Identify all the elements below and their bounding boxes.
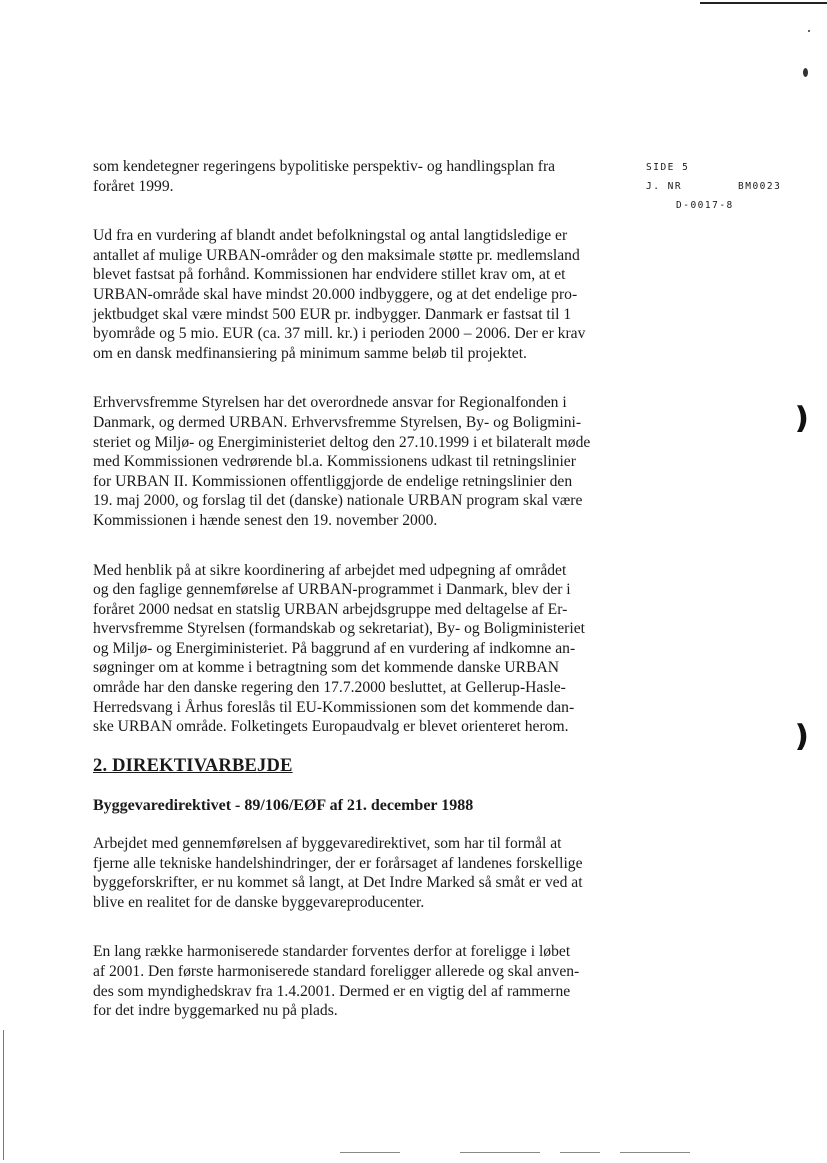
scan-line-artifact [700, 2, 827, 4]
scan-edge-line [3, 1030, 4, 1160]
paragraph: Ud fra en vurdering af blandt andet befolkningstal og antal langtidsledige er antallet af mulige URBAN-områder og den maksimale støtte pr. medlemsland blevet fastsat på forhånd. Kommissionen har endvidere stillet krav om, at et URBAN-område skal have mindst 20.000 indbyggere, og at det endelige pro- jektbudget skal være mindst 500 EUR pr. indbygger. Danmark er fastsat til 1 byområde og 5 mio. EUR (ca. 37 mill. kr.) i perioden 2000 – 2006. Der er krav om en dansk medfinansiering på minimum samme beløb til projektet. [93, 227, 586, 362]
scan-speck [803, 68, 808, 77]
paragraph: Arbejdet med gennemførelsen af byggevaredirektivet, som har til formål at fjerne alle tekniske handelshindringer, der er forårsaget af landenes forskellige byggeforskrifter, er nu kommet så langt, at Det Indre Marked så småt er ved at blive en realitet for de danske byggevareproducenter. [93, 835, 583, 911]
punch-hole-mark: ❫ [789, 401, 815, 436]
paragraph: Med henblik på at sikre koordinering af arbejdet med udpegning af området og den faglige gennemførelse af URBAN-programmet i Danmark, blev der i foråret 2000 nedsat en statslig URBAN arbejdsgruppe med deltagelse af Er- hvervsfremme Styrelsen (formandskab og sekretariat), By- og Boligministeriet og Miljø- og Energiministeriet. På baggrund af en vurdering af indkomne an- søgninger om at komme i betragtning som det kommende danske URBAN område har den danske regering den 17.7.2000 besluttet, at Gellerup-Hasle- Herredsvang i Århus foreslås til EU-Kommissionen som det kommende dan- ske URBAN område. Folketingets Europaudvalg er blevet orienteret herom. [93, 561, 585, 736]
case-number: D-0017-8 [676, 200, 734, 211]
paragraph: En lang række harmoniserede standarder forventes derfor at foreligge i løbet af 2001. Den første harmoniserede standard foreligger allerede og skal anven- des som myndighedskrav fra 1.4.2001. Dermed er en vigtig del af rammerne for det indre byggemarked nu på plads. [93, 943, 580, 1020]
paragraph: som kendetegner regeringens bypolitiske perspektiv- og handlingsplan fra foråret 1999. [93, 158, 556, 195]
paragraph: Erhvervsfremme Styrelsen har det overordnede ansvar for Regionalfonden i Danmark, og dermed URBAN. Erhvervsfremme Styrelsen, By- og Boligmini- steriet og Miljø- og Energiministeriet deltog den 27.10.1999 i et bilateralt møde med Kommissionen vedrørende bl.a. Kommissionens udkast til retningslinier for URBAN II. Kommissionen offentliggjorde de endelige retningslinier den 19. maj 2000, og forslag til det (danske) nationale URBAN program skal være Kommissionen i hænde senest den 19. november 2000. [93, 394, 591, 529]
scan-noise [620, 1152, 690, 1153]
body-text-upper [93, 157, 633, 737]
scan-speck [808, 30, 810, 32]
subsection-heading: Byggevaredirektivet - 89/106/EØF af 21. december 1988 [93, 797, 474, 814]
scan-noise [340, 1152, 400, 1153]
scan-noise [460, 1152, 540, 1153]
scan-noise [560, 1152, 600, 1153]
punch-hole-mark: ❫ [789, 719, 815, 754]
jnr-label: J. NR [646, 181, 683, 192]
body-text-lower [93, 834, 633, 1021]
document-code: BM0023 [738, 181, 782, 192]
side-label: SIDE 5 [646, 162, 690, 173]
section-heading: 2. DIREKTIVARBEJDE [93, 756, 293, 776]
